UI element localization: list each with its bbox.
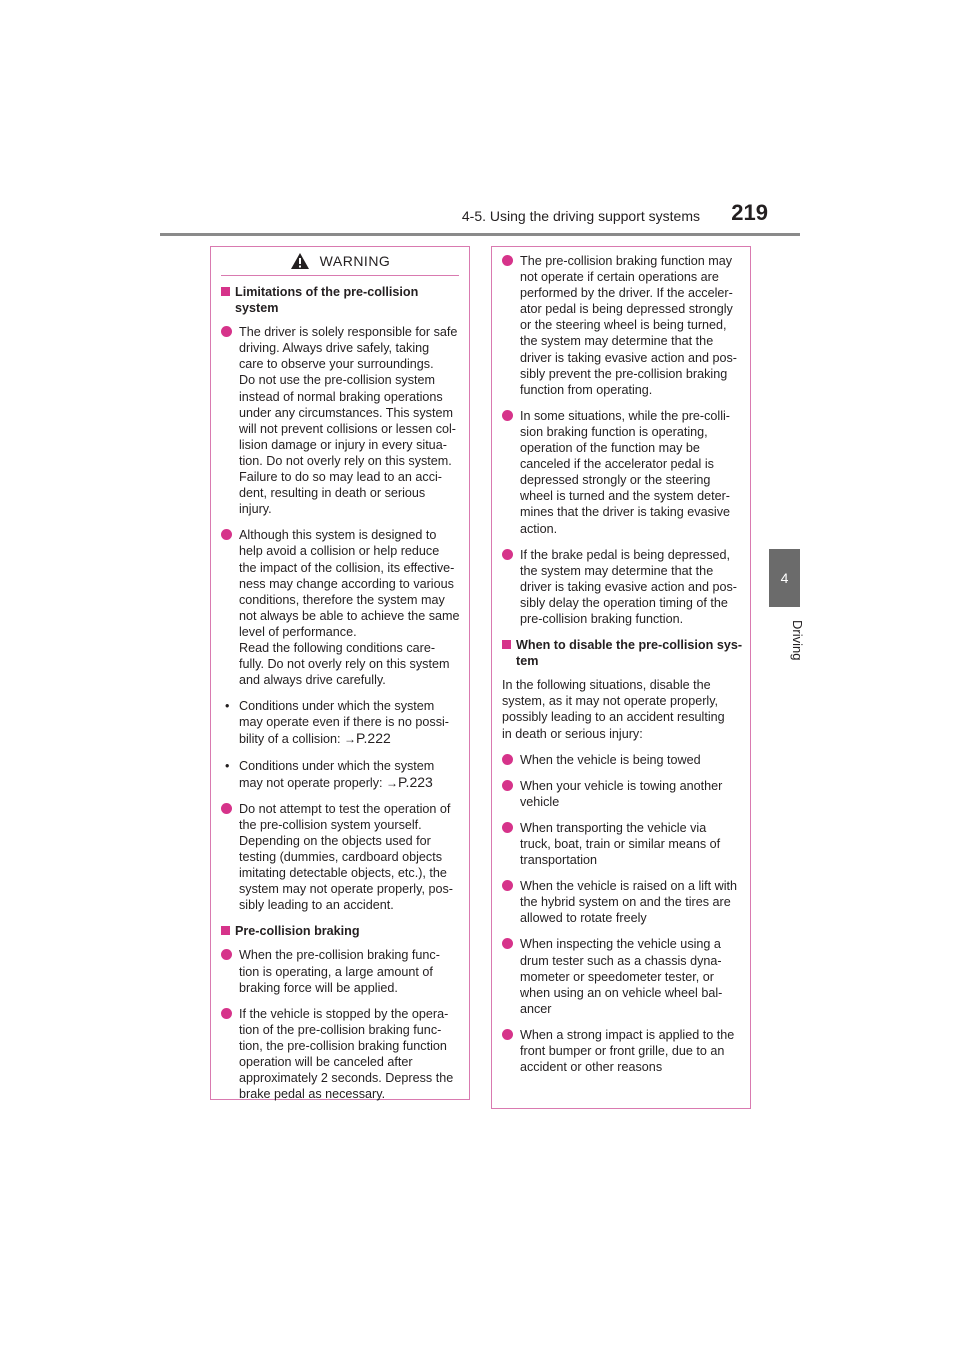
- warning-box-right: [491, 246, 751, 1109]
- list-item: When the vehicle is raised on a lift with the hybrid system on and the tires are allowed to rotate freely: [502, 878, 740, 926]
- warning-box-left: [210, 246, 470, 1100]
- page-number: 219: [731, 200, 768, 225]
- sub-list-item: • Conditions under which the system may operate even if there is no possi- bility of a collision: →P.222: [225, 699, 450, 747]
- arrow-icon: →: [386, 775, 399, 790]
- sub-list-item: • Conditions under which the system may not operate properly: →P.223: [225, 758, 435, 790]
- heading-pre-collision-braking: Pre-collision braking: [221, 923, 459, 939]
- list-item: Do not attempt to test the operation of the pre-collision system yourself. Depending on the objects used for testing (dummies, cardboard objects imitating detectable objects, etc.), the system may not operate properly, pos- sibly leading to an accident.: [221, 801, 459, 914]
- list-item: When inspecting the vehicle using a drum tester such as a chassis dyna- mometer or speedometer tester, or when using an on vehicle wheel bal- ancer: [502, 936, 740, 1016]
- warning-triangle-icon: [290, 252, 310, 270]
- intro-paragraph: In the following situations, disable the system, as it may not operate properly, possibly leading to an accident resulting in death or serious injury:: [502, 678, 725, 741]
- header-rule: [160, 233, 800, 236]
- heading-limitations: Limitations of the pre-collision system: [221, 284, 459, 316]
- chapter-label: Driving: [790, 620, 805, 661]
- list-item: When the vehicle is being towed: [502, 752, 740, 768]
- page-reference[interactable]: P.223: [398, 773, 433, 790]
- heading-when-to-disable: When to disable the pre-collision sys- tem: [502, 637, 740, 669]
- chapter-tab: 4: [769, 549, 800, 607]
- list-item: The driver is solely responsible for safe driving. Always drive safely, taking care to observe your surroundings. Do not use the pre-collision system instead of normal braking operations under any circumstances. This system will not prevent collisions or lessen col- lision damage or injury in every situa- tion. Do not overly rely on this system. Failure to do so may lead to an acci- dent, resulting in death or serious injury.: [221, 324, 459, 517]
- list-item: The pre-collision braking function may not operate if certain operations are performed by the driver. If the acceler- ator pedal is being depressed strongly or the steering wheel is being turned, the system may determine that the driver is taking evasive action and pos- sibly prevent the pre-collision braking function from operating.: [502, 253, 740, 398]
- warning-header: [211, 247, 469, 275]
- list-item: If the vehicle is stopped by the opera- tion of the pre-collision braking func- tion, the pre-collision braking function operation will be canceled after approximately 2 seconds. Depress the brake pedal as necessary.: [221, 1006, 459, 1103]
- arrow-icon: →: [344, 732, 356, 747]
- section-title: 4-5. Using the driving support systems: [461, 208, 700, 224]
- warning-title: WARNING: [319, 252, 391, 269]
- list-item: When your vehicle is towing another vehicle: [502, 778, 740, 810]
- list-item: When the pre-collision braking func- tion is operating, a large amount of braking force will be applied.: [221, 947, 459, 995]
- list-item: When a strong impact is applied to the front bumper or front grille, due to an accident or other reasons: [502, 1027, 740, 1075]
- list-item: Although this system is designed to help avoid a collision or help reduce the impact of the collision, its effective- ness may change according to various conditions, therefore the system may not always be able to achieve the same level of performance. Read the following conditions care- fully. Do not overly rely on this system and always drive carefully.: [221, 527, 459, 688]
- list-item: When transporting the vehicle via truck, boat, train or similar means of transportation: [502, 820, 740, 868]
- list-item: In some situations, while the pre-colli- sion braking function is operating, operation of the function may be canceled if the accelerator pedal is depressed strongly or the steering wheel is turned and the system deter- mines that the driver is taking evasive action.: [502, 408, 740, 537]
- list-item: If the brake pedal is being depressed, the system may determine that the driver is taking evasive action and pos- sibly delay the operation timing of the pre-collision braking function.: [502, 547, 740, 627]
- page-reference[interactable]: P.222: [356, 730, 391, 747]
